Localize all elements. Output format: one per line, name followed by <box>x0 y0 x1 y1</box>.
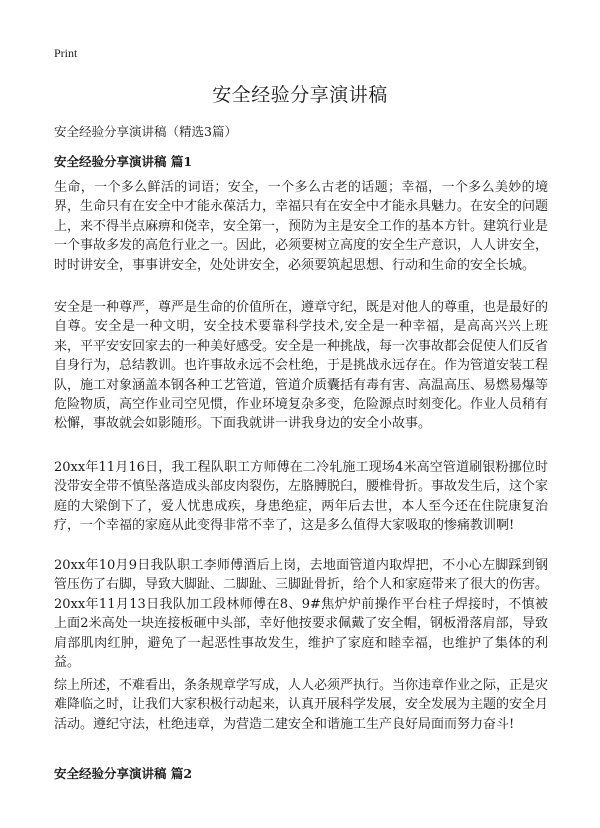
print-link[interactable]: Print <box>54 46 78 60</box>
document-subtitle: 安全经验分享演讲稿（精选3篇） <box>54 124 237 139</box>
document-title: 安全经验分享演讲稿 <box>212 84 388 106</box>
section-1-paragraph-1: 生命，一个多么鲜活的词语；安全，一个多么古老的话题；幸福，一个多么美妙的境界，生命只有在安全中才能永葆活力，幸福只有在安全中才能永具魅力。在安全的问题上，来不得半点麻痹和侥幸，安全第一，预防为主是安全工作的基本方针。建筑行业是一个事故多发的高危行业之一。因此，必须要树立高度的安全生产意识，人人讲安全，时时讲安全，事事讲安全，处处讲安全，必须要筑起思想、行动和生命的安全长城。 <box>54 180 549 273</box>
section-1-paragraph-2: 安全是一种尊严，尊严是生命的价值所在，遵章守纪，既是对他人的尊重，也是最好的自尊。安全是一种文明，安全技术要靠科学技术,安全是一种幸福，是高高兴兴上班来，平平安安回家去的一种美好感受。安全是一种挑战，每一次事故都会促使人们反省自身行为，总结教训。也许事故永远不会杜绝，于是挑战永远存在。作为管道安装工程队，施工对象涵盖本钢各种工艺管道，管道介质囊括有毒有害、高温高压、易燃易爆等危险物质，高空作业司空见惯，作业环境复杂多变，危险源点时刻变化。作业人员稍有松懈，事故就会如影随形。下面我就讲一讲我身边的安全小故事。 <box>54 300 549 432</box>
section-heading-2: 安全经验分享演讲稿 篇2 <box>54 766 193 781</box>
section-1-paragraph-3: 20xx年11月16日，我工程队职工方师傅在二冷轧施工现场4米高空管道刷银粉挪位时没带安全带不慎坠落造成头部皮肉裂伤，左胳膊脱臼，腰椎骨折。事故发生后，这个家庭的大梁倒下了，爱人忧患成疾，身患绝症，两年后去世，本人至今还在住院康复治疗，一个幸福的家庭从此变得非常不幸了，这是多么值得大家吸取的惨痛教训啊! <box>54 460 549 534</box>
section-1-paragraph-4: 20xx年10月9日我队职工李师傅酒后上岗，去地面管道内取焊把，不小心左脚踩到钢管压伤了右脚，导致大脚趾、二脚趾、三脚趾骨折，给个人和家庭带来了很大的伤害。20xx年11月13日我队加工段林师傅在8、9#焦炉炉前操作平台柱子焊接时，不慎被上面2米高处一块连接板砸中头部，幸好他按要求佩戴了安全帽，钢板滑落肩部，导致肩部肌肉红肿，避免了一起恶性事故发生，维护了家庭和睦幸福，也维护了集体的利益。 <box>54 558 549 671</box>
section-1-paragraph-5: 综上所述，不难看出，条条规章学写成，人人必须严执行。当你违章作业之际，正是灾难降临之时，让我们大家积极行动起来，认真开展科学发展，安全发展为主题的安全月活动。遵纪守法，杜绝违章，为营造二建安全和谐施工生产良好局面而努力奋斗! <box>54 678 549 732</box>
section-heading-1: 安全经验分享演讲稿 篇1 <box>54 154 193 169</box>
